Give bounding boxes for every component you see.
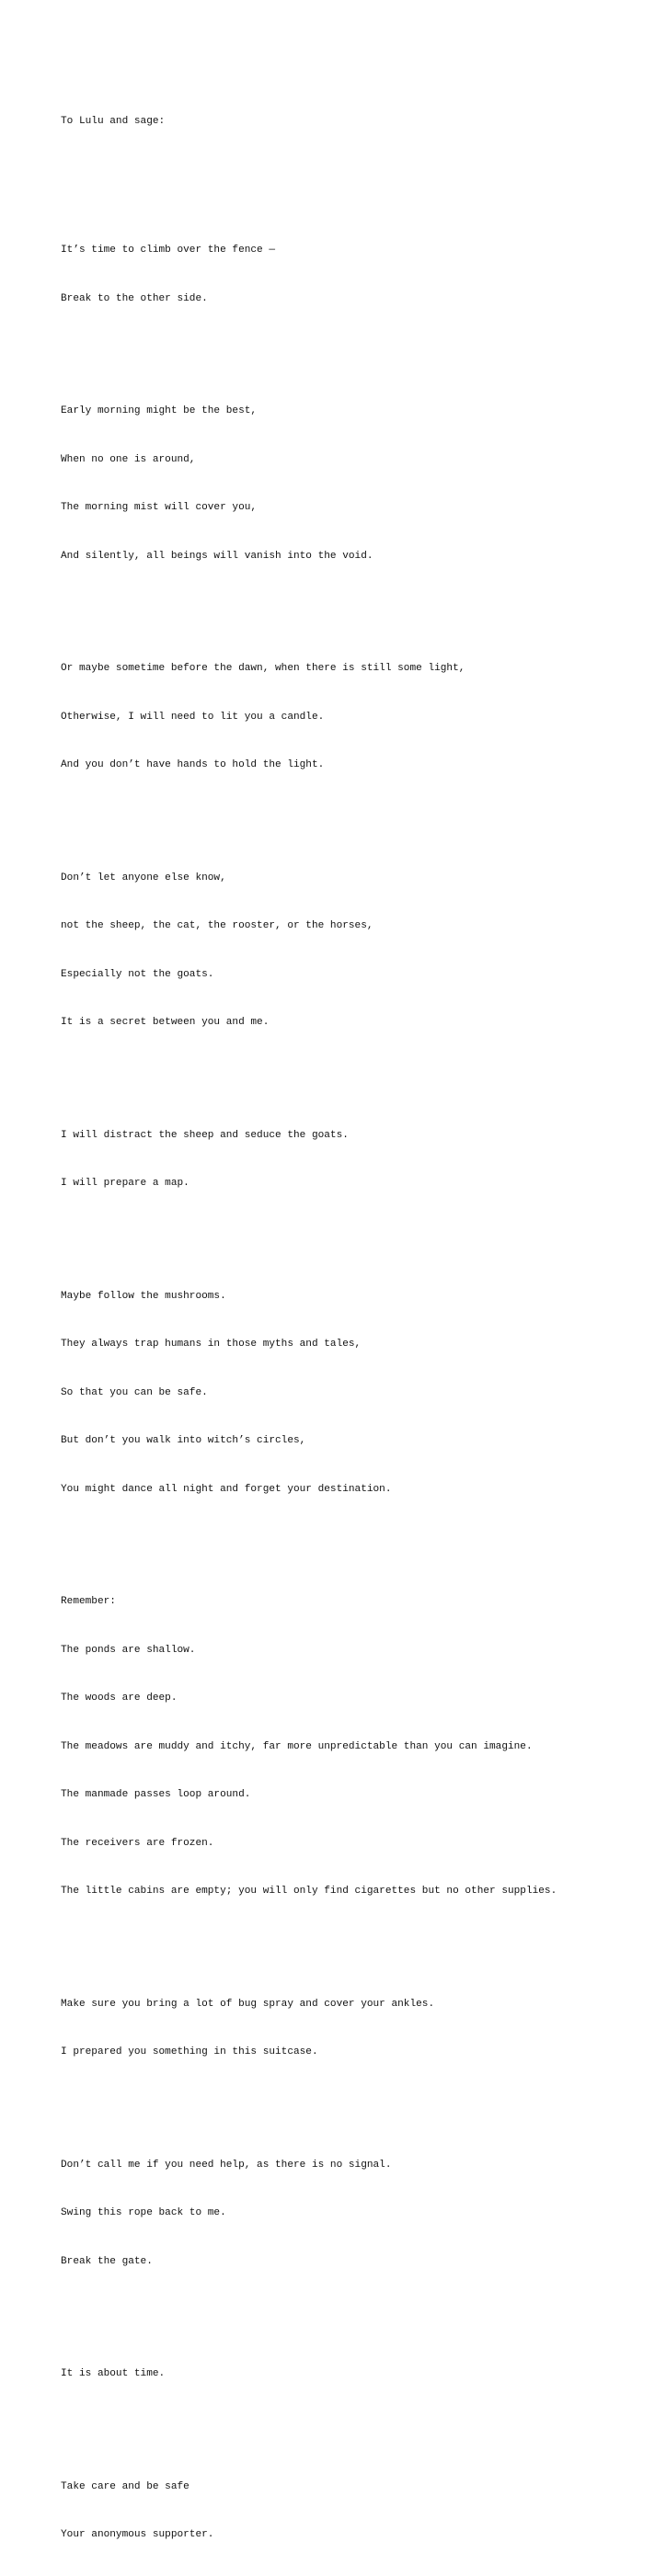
poem-line: You might dance all night and forget your destination. [61,1483,392,1495]
letter-body [61,82,659,2576]
poem-line: The meadows are muddy and itchy, far more unpredictable than you can imagine. [61,1740,533,1752]
poem-line: I prepared you something in this suitcase. [61,2046,318,2057]
poem-line: The receivers are frozen. [61,1837,214,1849]
poem-line: Especially not the goats. [61,968,214,980]
poem-line: Early morning might be the best, [61,405,258,416]
poem-line: The ponds are shallow. [61,1644,196,1656]
poem-line: The manmade passes loop around. [61,1789,251,1800]
poem-line: The little cabins are empty; you will only find cigarettes but no other supplies. [61,1886,557,1897]
signature-line: Your anonymous supporter. [61,2529,214,2540]
poem-line: It’s time to climb over the fence — [61,245,276,256]
poem-line: The woods are deep. [61,1693,178,1704]
poem-line: not the sheep, the cat, the rooster, or the horses, [61,920,373,931]
poem-line: Swing this rope back to me. [61,2207,226,2218]
poem-line: They always trap humans in those myths and tales, [61,1339,362,1350]
poem-line: Remember: [61,1596,116,1607]
poem-line: It is a secret between you and me. [61,1017,270,1028]
poem-line: But don’t you walk into witch’s circles, [61,1435,306,1446]
poem-line: When no one is around, [61,453,196,465]
poem-line: The morning mist will cover you, [61,502,258,513]
poem-line: Or maybe sometime before the dawn, when there is still some light, [61,663,465,674]
poem-line: Make sure you bring a lot of bug spray and cover your ankles. [61,1998,435,2010]
poem-line: Break to the other side. [61,292,208,304]
poem-line: And silently, all beings will vanish into the void. [61,550,373,562]
poem-line: I will distract the sheep and seduce the goats. [61,1129,349,1141]
poem-line: Maybe follow the mushrooms. [61,1290,226,1302]
closing-line: Take care and be safe [61,2480,189,2492]
poem-line: It is about time. [61,2368,166,2379]
poem-line: Don’t call me if you need help, as there is no signal. [61,2159,392,2171]
poem-line: I will prepare a map. [61,1178,189,1189]
poem-line: So that you can be safe. [61,1386,208,1398]
poem-line: Otherwise, I will need to lit you a candle. [61,711,325,723]
salutation: To Lulu and sage: [61,116,166,127]
poem-line: Break the gate. [61,2255,153,2267]
poem-line: And you don’t have hands to hold the light. [61,759,325,770]
poem-line: Don’t let anyone else know, [61,872,226,883]
